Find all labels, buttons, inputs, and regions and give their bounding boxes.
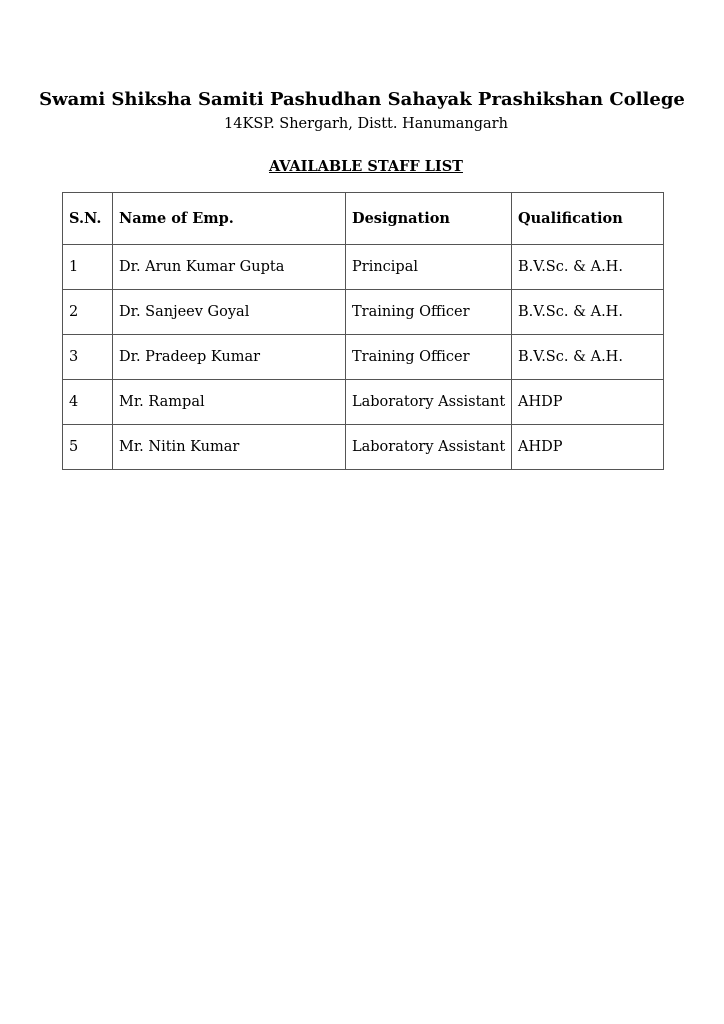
cell-sn: 1	[63, 245, 113, 290]
cell-name: Dr. Arun Kumar Gupta	[113, 245, 346, 290]
cell-qualification: B.V.Sc. & A.H.	[512, 290, 664, 335]
header-name: Name of Emp.	[113, 193, 346, 245]
cell-name: Dr. Sanjeev Goyal	[113, 290, 346, 335]
list-title: AVAILABLE STAFF LIST	[269, 158, 463, 175]
cell-designation: Training Officer	[346, 290, 512, 335]
table-row	[63, 335, 664, 380]
table-row	[63, 245, 664, 290]
staff-table	[62, 192, 664, 470]
cell-qualification: AHDP	[512, 425, 664, 470]
cell-name: Mr. Rampal	[113, 380, 346, 425]
college-address: 14KSP. Shergarh, Distt. Hanumangarh	[224, 116, 508, 132]
table-header-row	[63, 193, 664, 245]
header-sn: S.N.	[63, 193, 113, 245]
cell-qualification: B.V.Sc. & A.H.	[512, 245, 664, 290]
table-row	[63, 380, 664, 425]
cell-sn: 2	[63, 290, 113, 335]
cell-designation: Laboratory Assistant	[346, 380, 512, 425]
header-qualification: Qualification	[512, 193, 664, 245]
table-row	[63, 425, 664, 470]
header-designation: Designation	[346, 193, 512, 245]
cell-designation: Laboratory Assistant	[346, 425, 512, 470]
cell-name: Dr. Pradeep Kumar	[113, 335, 346, 380]
cell-qualification: B.V.Sc. & A.H.	[512, 335, 664, 380]
table-row	[63, 290, 664, 335]
cell-name: Mr. Nitin Kumar	[113, 425, 346, 470]
cell-sn: 4	[63, 380, 113, 425]
cell-qualification: AHDP	[512, 380, 664, 425]
cell-sn: 5	[63, 425, 113, 470]
college-name: Swami Shiksha Samiti Pashudhan Sahayak Prashikshan College	[39, 89, 685, 110]
cell-designation: Principal	[346, 245, 512, 290]
cell-sn: 3	[63, 335, 113, 380]
cell-designation: Training Officer	[346, 335, 512, 380]
